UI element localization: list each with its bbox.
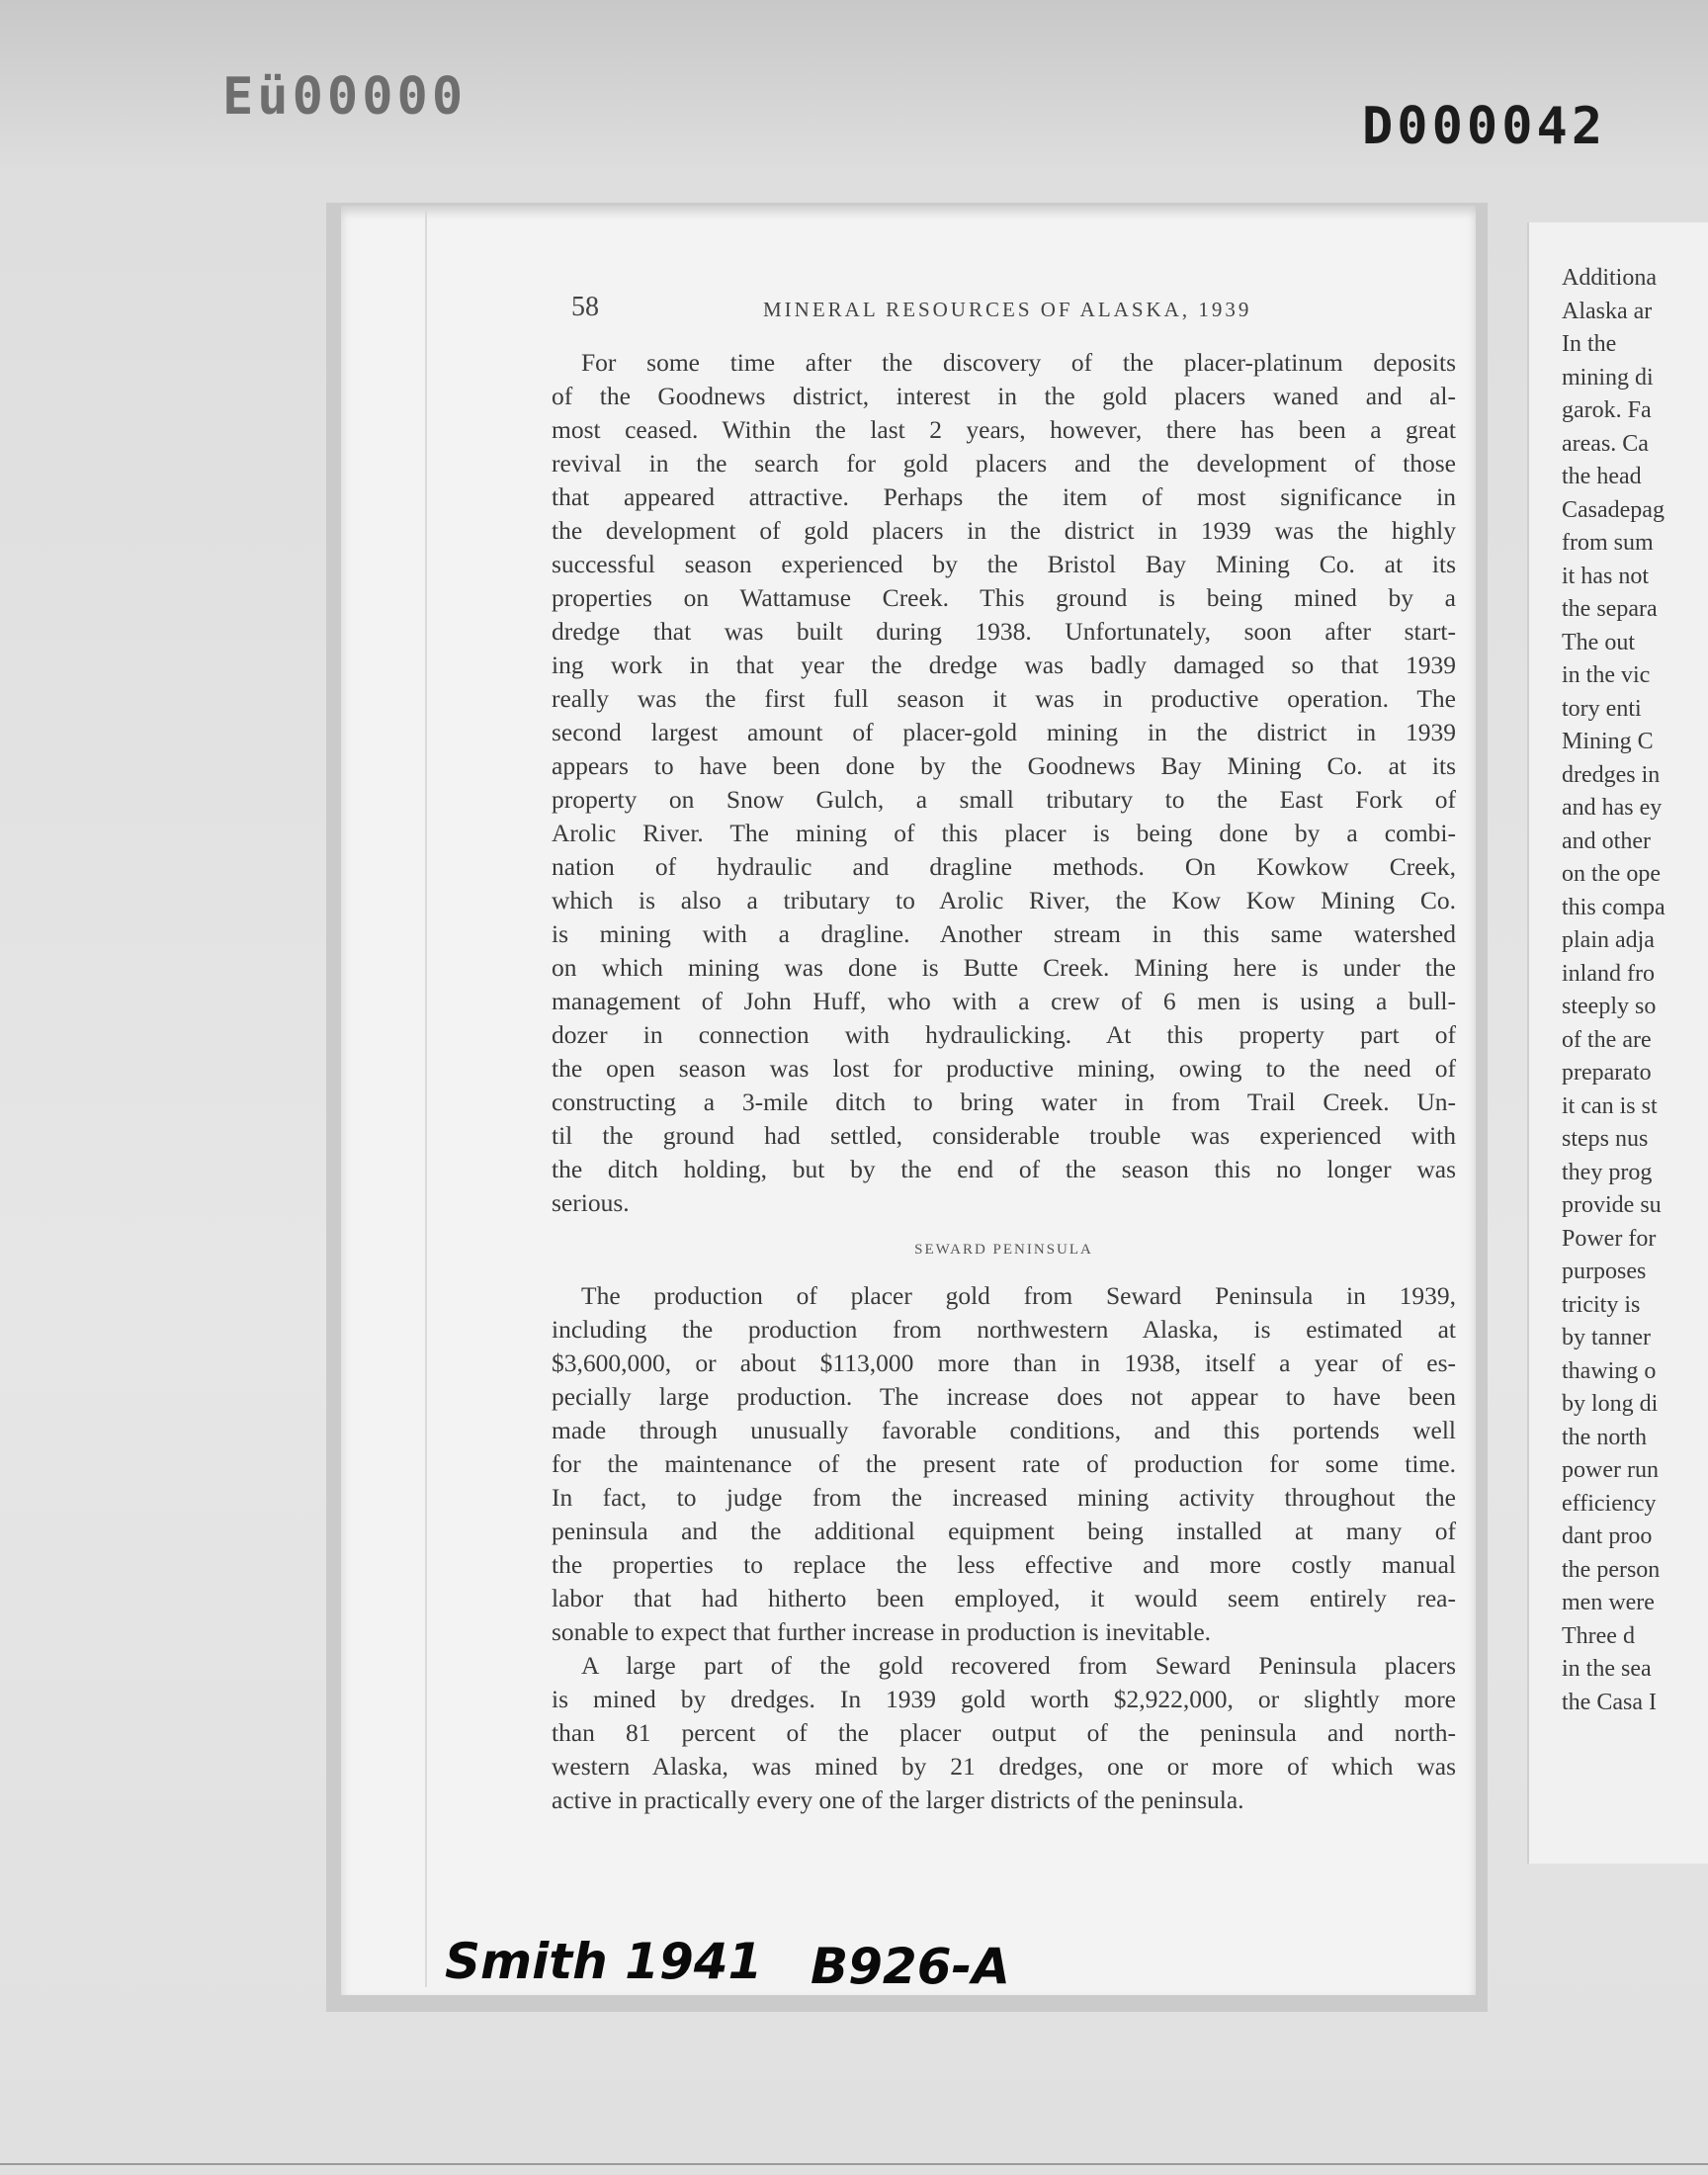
facing-page-line: Power for	[1562, 1225, 1657, 1252]
paragraph-seward-dredges	[552, 1649, 1456, 1817]
text-line: peninsula and the additional equipment being installed at many of	[552, 1517, 1456, 1545]
facing-page-line: from sum	[1562, 530, 1654, 556]
facing-page-line: in the vic	[1562, 662, 1651, 688]
text-line: most ceased. Within the last 2 years, however, there has been a great	[552, 415, 1456, 444]
page-number: 58	[571, 292, 599, 322]
facing-page-line: The out	[1562, 629, 1635, 655]
facing-page-line: dant proo	[1562, 1523, 1653, 1549]
facing-page-line: tory enti	[1562, 695, 1642, 722]
text-line: that appeared attractive. Perhaps the item of most significance in	[552, 482, 1456, 511]
text-line: Arolic River. The mining of this placer is being done by a combi-	[552, 819, 1456, 847]
text-line: In fact, to judge from the increased mining activity throughout the	[552, 1483, 1456, 1512]
facing-page-line: and other	[1562, 827, 1651, 854]
facing-page-line: they prog	[1562, 1159, 1653, 1185]
facing-page-line: Mining C	[1562, 729, 1654, 754]
text-line: dozer in connection with hydraulicking. At this property part of	[552, 1020, 1456, 1049]
handwritten-citation: Smith 1941	[445, 1933, 763, 1990]
section-heading: SEWARD PENINSULA	[914, 1242, 1093, 1258]
facing-page-line: garok. Fa	[1562, 397, 1652, 423]
facing-page-line: Casadepag	[1562, 496, 1665, 523]
facing-page-line: it has not	[1562, 563, 1649, 589]
page-body	[552, 346, 1456, 1817]
facing-page-line: in the sea	[1562, 1656, 1652, 1682]
facing-page-line: it can is st	[1562, 1092, 1658, 1119]
facing-page-line: efficiency	[1562, 1490, 1657, 1517]
text-line: properties on Wattamuse Creek. This ground is being mined by a	[552, 583, 1456, 612]
facing-page-line: mining di	[1562, 364, 1654, 391]
text-line: A large part of the gold recovered from Seward Peninsula placers	[581, 1651, 1456, 1680]
text-line: ing work in that year the dredge was badly damaged so that 1939	[552, 651, 1456, 679]
text-line: appears to have been done by the Goodnews Bay Mining Co. at its	[552, 751, 1456, 780]
facing-page-line: and has ey	[1562, 795, 1663, 821]
text-line: management of John Huff, who with a crew of 6 men is using a bull-	[552, 987, 1456, 1015]
facing-page-line: the person	[1562, 1556, 1661, 1583]
facing-page-line: areas. Ca	[1562, 430, 1649, 457]
text-line: is mining with a dragline. Another stream in this same watershed	[552, 919, 1456, 948]
text-line: which is also a tributary to Arolic River, the Kow Kow Mining Co.	[552, 886, 1456, 914]
facing-page-line: Three d	[1562, 1622, 1635, 1649]
facing-page-line: on the ope	[1562, 861, 1661, 887]
bates-stamp-right: D000042	[1362, 97, 1607, 156]
text-line: really was the first full season it was in productive operation. The	[552, 684, 1456, 713]
facing-page-line: purposes	[1562, 1259, 1647, 1284]
facing-page-line: steeply so	[1562, 994, 1657, 1019]
facing-page-line: the Casa I	[1562, 1689, 1657, 1715]
page-fold-edge	[425, 208, 427, 1987]
text-line: serious.	[552, 1188, 630, 1217]
facing-page-line: men were	[1562, 1590, 1655, 1615]
text-line: including the production from northwestern Alaska, is estimated at	[552, 1315, 1456, 1344]
text-line: til the ground had settled, considerable trouble was experienced with	[552, 1121, 1456, 1150]
running-header	[571, 292, 1481, 331]
facing-page-line: In the	[1562, 331, 1617, 357]
text-line: second largest amount of placer-gold mining in the district in 1939	[552, 718, 1456, 746]
facing-page-line: power run	[1562, 1457, 1659, 1483]
text-line: property on Snow Gulch, a small tributary to the East Fork of	[552, 785, 1456, 814]
facing-page-fragment	[1527, 222, 1708, 1864]
text-line: For some time after the discovery of the placer-platinum deposits	[581, 348, 1456, 377]
facing-page-line: of the are	[1562, 1026, 1652, 1053]
text-line: constructing a 3-mile ditch to bring water in from Trail Creek. Un-	[552, 1088, 1456, 1116]
text-line: than 81 percent of the placer output of the peninsula and north-	[552, 1718, 1456, 1747]
facing-page-line: tricity is	[1562, 1291, 1641, 1318]
facing-page-line: this compa	[1562, 894, 1665, 920]
text-line: revival in the search for gold placers and the development of those	[552, 449, 1456, 478]
text-line: western Alaska, was mined by 21 dredges, one or more of which was	[552, 1752, 1456, 1781]
text-line: labor that had hitherto been employed, it would seem entirely rea-	[552, 1584, 1456, 1612]
text-line: $3,600,000, or about $113,000 more than in 1938, itself a year of es-	[552, 1348, 1456, 1377]
facing-page-line: Additiona	[1562, 265, 1657, 291]
paragraph-goodnews	[552, 346, 1456, 1220]
facing-page-line: provide su	[1562, 1192, 1662, 1218]
facing-page-lines	[1529, 262, 1708, 1719]
text-line: is mined by dredges. In 1939 gold worth $2,922,000, or slightly more	[552, 1685, 1456, 1713]
text-line: for the maintenance of the present rate of production for some time.	[552, 1449, 1456, 1478]
text-line: the ditch holding, but by the end of the season this no longer was	[552, 1155, 1456, 1183]
handwritten-bulletin-number: B926-A	[811, 1938, 1010, 1995]
facing-page-line: by long di	[1562, 1391, 1659, 1417]
facing-page-line: preparato	[1562, 1060, 1652, 1086]
facing-page-line: the head	[1562, 464, 1642, 489]
text-line: pecially large production. The increase does not appear to have been	[552, 1382, 1456, 1411]
text-line: on which mining was done is Butte Creek. Mining here is under the	[552, 953, 1456, 982]
text-line: the properties to replace the less effective and more costly manual	[552, 1550, 1456, 1579]
scan-bottom-edge	[0, 2163, 1708, 2165]
text-line: The production of placer gold from Seward Peninsula in 1939,	[581, 1281, 1456, 1310]
text-line: of the Goodnews district, interest in the gold placers waned and al-	[552, 382, 1456, 410]
text-line: nation of hydraulic and dragline methods. On Kowkow Creek,	[552, 852, 1456, 881]
text-line: dredge that was built during 1938. Unfortunately, soon after start-	[552, 617, 1456, 646]
facing-page-line: inland fro	[1562, 960, 1655, 987]
facing-page-line: thawing o	[1562, 1357, 1657, 1384]
text-line: active in practically every one of the larger districts of the peninsula.	[552, 1785, 1244, 1814]
text-line: the development of gold placers in the district in 1939 was the highly	[552, 516, 1456, 545]
facing-page-line: steps nus	[1562, 1126, 1649, 1152]
facing-page-line: Alaska ar	[1562, 298, 1653, 324]
text-line: successful season experienced by the Bristol Bay Mining Co. at its	[552, 550, 1456, 578]
text-line: the open season was lost for productive mining, owing to the need of	[552, 1054, 1456, 1083]
facing-page-line: plain adja	[1562, 927, 1655, 953]
facing-page-line: by tanner	[1562, 1325, 1651, 1350]
facing-page-line: dredges in	[1562, 761, 1661, 788]
running-title: MINERAL RESOURCES OF ALASKA, 1939	[763, 298, 1252, 321]
text-line: made through unusually favorable conditions, and this portends well	[552, 1416, 1456, 1444]
paragraph-seward-production	[552, 1279, 1456, 1649]
text-line: sonable to expect that further increase in production is inevitable.	[552, 1617, 1212, 1646]
facing-page-line: the north	[1562, 1424, 1647, 1450]
bates-stamp-left: Eü00000	[222, 67, 468, 127]
facing-page-line: the separa	[1562, 596, 1658, 622]
